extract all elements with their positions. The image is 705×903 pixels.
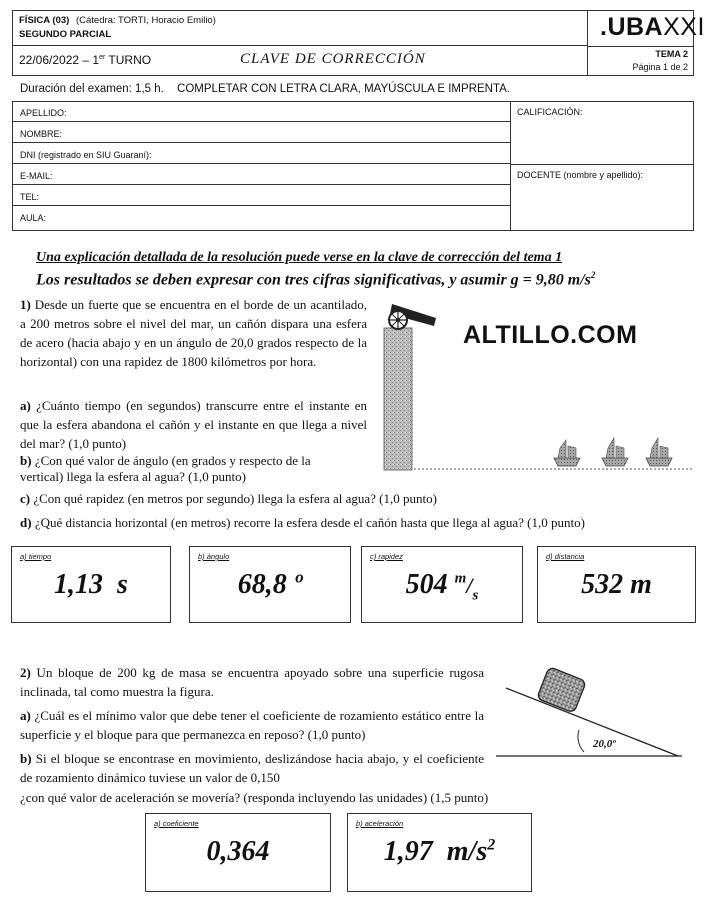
answer-box-tiempo	[11, 546, 171, 623]
block	[537, 667, 587, 713]
p1-b-tag: b)	[20, 453, 32, 468]
course-chair: (Cátedra: TORTI, Horacio Emilio)	[75, 15, 216, 26]
tema-label: TEMA 2	[655, 49, 688, 59]
p2-num: 2)	[20, 665, 31, 680]
answer-value: 0,364	[206, 836, 270, 867]
p2-a-tag: a)	[20, 708, 31, 723]
p1-d-text: ¿Qué distancia horizontal (en metros) recorre la esfera desde el cañón hasta que llega al agua? (1,0 punto)	[31, 515, 585, 530]
p2-b-text: Si el bloque se encontrase en movimiento, deslizándose hacia abajo, y el coeficiente de rozamiento dinámico tuviese un valor de 0,150	[20, 751, 484, 785]
ship-icon	[646, 438, 672, 466]
p1-c-tag: c)	[20, 491, 31, 506]
p1-a-tag: a)	[20, 398, 31, 413]
problem1-statement	[20, 295, 367, 371]
exam-date	[19, 53, 151, 67]
results-sup: 2	[590, 270, 596, 280]
field-nombre[interactable]: NOMBRE:	[12, 122, 510, 143]
logo-bold: .UBA	[600, 13, 664, 41]
form-divider	[510, 101, 511, 231]
uba-logo	[600, 13, 705, 42]
turn-sup: er	[99, 54, 106, 61]
answer-label: c) rapidez	[370, 552, 403, 561]
answer-number: 504	[405, 569, 455, 600]
answer-label: a) tiempo	[20, 552, 52, 561]
ship-icon	[554, 440, 580, 466]
course-line	[19, 15, 216, 26]
field-aula[interactable]: AULA:	[20, 213, 47, 223]
unit-denominator: s	[472, 587, 479, 604]
answer-box-angulo	[189, 546, 351, 623]
ship-icon	[602, 438, 628, 466]
watermark: ALTILLO.COM	[463, 321, 638, 349]
exam-name: SEGUNDO PARCIAL	[19, 29, 112, 40]
results-note	[36, 270, 595, 289]
angle-label: 20,0º	[593, 738, 616, 750]
problem1-question-c	[20, 489, 437, 508]
complete-text: COMPLETAR CON LETRA CLARA, MAYÚSCULA E IMPRENTA.	[177, 83, 510, 95]
answer-label: d) distancia	[546, 552, 585, 561]
field-apellido[interactable]: APELLIDO:	[12, 101, 510, 122]
problem2-question-b	[20, 749, 484, 787]
field-email[interactable]: E-MAIL:	[12, 164, 510, 185]
incline-line	[506, 688, 678, 756]
p1-c-text: ¿Con qué rapidez (en metros por segundo) llega la esfera al agua? (1,0 punto)	[30, 491, 437, 506]
answer-label: a) coeficiente	[154, 819, 199, 828]
unit-numerator: m	[454, 570, 467, 587]
p1-a-text: ¿Cuánto tiempo (en segundos) transcurre entre el instante en que la esfera abandona el cañón y el instante en que llega a nivel del mar? (1,0 punto)	[20, 398, 367, 451]
problem2-question-b-cont: ¿con qué valor de aceleración se movería? (responda incluyendo las unidades) (1,5 punto)	[20, 790, 489, 805]
answer-value: 532 m	[581, 569, 652, 600]
field-calificacion[interactable]: CALIFICACIÓN:	[517, 107, 583, 117]
p1-b-text: ¿Con qué valor de ángulo (en grados y respecto de la vertical) llega la esfera al agua? (1,0 punto)	[20, 453, 311, 484]
answer-box-aceleracion	[347, 813, 532, 892]
problem1-question-a	[20, 396, 367, 453]
answer-box-rapidez	[361, 546, 523, 623]
field-docente[interactable]: DOCENTE (nombre y apellido):	[517, 170, 644, 180]
answer-value: 1,13 s	[54, 569, 128, 600]
answer-box-coeficiente	[145, 813, 331, 892]
answer-label: b) ángulo	[198, 552, 230, 561]
turn-text: TURNO	[105, 53, 152, 67]
problem1-question-d	[20, 513, 585, 532]
field-tel[interactable]: TEL:	[12, 185, 510, 206]
field-dni[interactable]: DNI (registrado en SIU Guaraní):	[12, 143, 510, 164]
p2-b-tag: b)	[20, 751, 32, 766]
p2-a-text: ¿Cuál es el mínimo valor que debe tener el coeficiente de rozamiento estático entre la superficie y el bloque para que permanezca en reposo? (1,0 punto)	[20, 708, 484, 742]
page-title: CLAVE DE CORRECCIÓN	[240, 51, 426, 67]
answer-value: 68,8 º	[237, 569, 303, 600]
p1-d-tag: d)	[20, 515, 32, 530]
page-number: Página 1 de 2	[632, 62, 688, 72]
answer-box-distancia	[537, 546, 696, 623]
angle-arc	[578, 730, 584, 752]
explanation-note: Una explicación detallada de la resolución puede verse en la clave de corrección del tema 1	[36, 250, 563, 265]
problem1-question-b	[20, 453, 350, 485]
problem2-statement	[20, 663, 484, 701]
answer-label: b) aceleración	[356, 819, 404, 828]
p2-text: Un bloque de 200 kg de masa se encuentra apoyado sobre una superficie rugosa inclinada, tal como muestra la figura.	[20, 665, 484, 699]
instructions	[20, 83, 510, 95]
p1-num: 1)	[20, 297, 31, 312]
incline-illustration	[492, 658, 692, 762]
results-text: Los resultados se deben expresar con tres cifras significativas, y asumir g = 9,80 m/s	[36, 271, 591, 289]
date-text: 22/06/2022 – 1	[19, 53, 100, 67]
logo-light: XXI	[663, 13, 705, 41]
form-right-divider	[510, 164, 694, 165]
p1-text: Desde un fuerte que se encuentra en el borde de un acantilado, a 200 metros sobre el nivel del mar, un cañón dispara una esfera de acero (hacia abajo y en un ángulo de 20,0 grados respecto de la horizontal) con una rapidez de 1800 kilómetros por hora.	[20, 297, 367, 369]
answer-value	[348, 836, 531, 868]
cannon-icon	[389, 304, 436, 329]
answer-value: 504 $^m/_s$	[405, 569, 479, 604]
cliff	[384, 328, 412, 470]
problem2-question-a	[20, 706, 484, 744]
answer-number: 1,97 m/s	[383, 836, 488, 867]
unit-sup: 2	[487, 836, 496, 854]
duration-text: Duración del examen: 1,5 h.	[20, 83, 164, 95]
course-name: FÍSICA (03)	[19, 15, 70, 26]
